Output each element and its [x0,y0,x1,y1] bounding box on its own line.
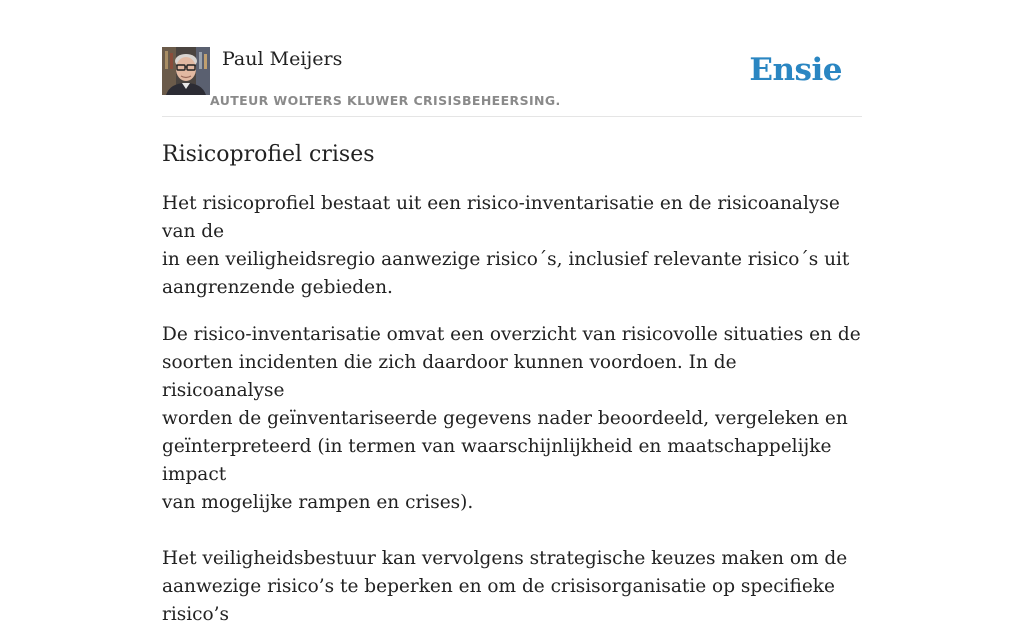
article [162,139,862,629]
article-title: Risicoprofiel crises [162,142,375,167]
author-avatar-image [162,47,210,95]
author-avatar[interactable] [162,47,210,95]
article-paragraph-2: De risico-inventarisatie omvat een overzicht van risicovolle situaties en de soorten incidenten die zich daardoor kunnen voordoen. In de risicoanalyse worden de geïnventariseerde gegevens nader beoordeeld, vergeleken en geïnterpreteerd (in termen van waarschijnlijkheid en maatschappelijke impact van mogelijke rampen en crises). [162,324,861,513]
article-paragraph-3: Het veiligheidsbestuur kan vervolgens strategische keuzes maken om de aanwezige risico’s te beperken en om de crisisorganisatie op specifieke risico’s [162,548,848,625]
author-header [162,46,862,117]
author-role: AUTEUR WOLTERS KLUWER CRISISBEHEERSING. [210,93,561,108]
article-paragraph-1: Het risicoprofiel bestaat uit een risico-inventarisatie en de risicoanalyse van de in een veiligheidsregio aanwezige risico´s, inclusief relevante risico´s uit aangrenzende gebieden. [162,193,850,298]
author-name[interactable]: Paul Meijers [222,48,343,70]
ensie-logo-link[interactable]: Ensie [749,52,842,88]
